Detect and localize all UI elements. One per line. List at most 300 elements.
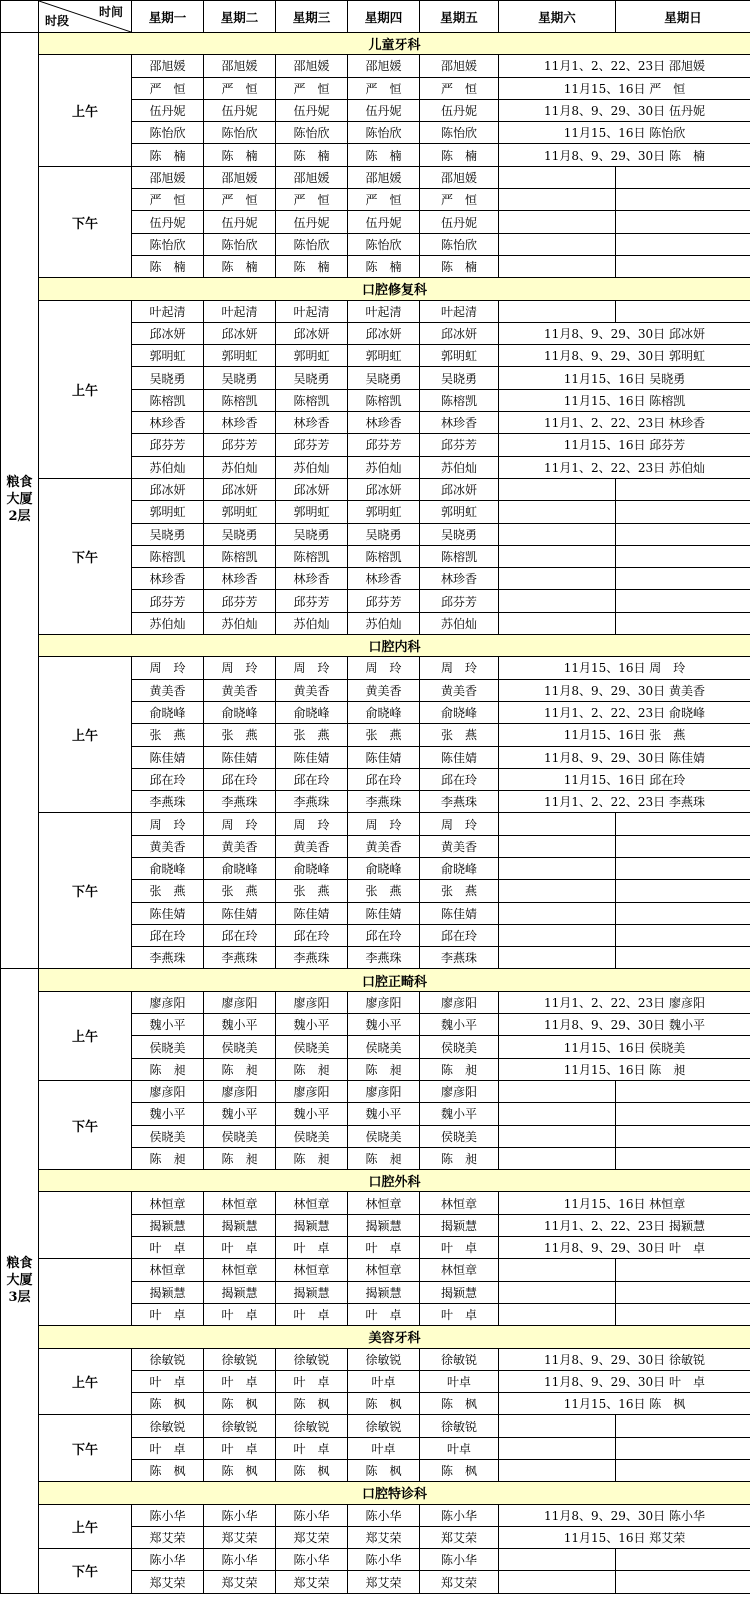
- weekday-doctor-cell: 周 玲: [348, 657, 420, 679]
- weekday-doctor-cell: 林恒章: [420, 1192, 499, 1214]
- sunday-empty-cell: [616, 835, 750, 857]
- weekend-schedule-cell: 11月8、9、29、30日 黄美香: [499, 679, 750, 701]
- weekday-doctor-cell: 俞晓峰: [204, 701, 276, 723]
- sunday-empty-cell: [616, 478, 750, 500]
- weekday-doctor-cell: 苏伯灿: [204, 612, 276, 634]
- doctor-row: [1, 478, 750, 500]
- saturday-empty-cell: [499, 1303, 616, 1325]
- weekday-doctor-cell: 陈 楠: [276, 144, 348, 166]
- weekday-doctor-cell: 叶卓: [420, 1370, 499, 1392]
- saturday-empty-cell: [499, 233, 616, 255]
- weekday-doctor-cell: 李燕珠: [276, 947, 348, 969]
- weekend-schedule-cell: 11月15、16日 陈 昶: [499, 1058, 750, 1080]
- weekday-doctor-cell: 陈 枫: [276, 1393, 348, 1415]
- weekday-doctor-cell: 廖彦阳: [132, 1080, 204, 1102]
- weekend-schedule-cell: 11月1、2、22、23日 李燕珠: [499, 791, 750, 813]
- sunday-empty-cell: [616, 590, 750, 612]
- saturday-empty-cell: [499, 612, 616, 634]
- period-label: 下午: [39, 166, 132, 277]
- weekday-doctor-cell: 张 燕: [276, 880, 348, 902]
- doctor-row: [1, 1192, 750, 1214]
- weekday-doctor-cell: 俞晓峰: [276, 701, 348, 723]
- weekday-doctor-cell: 陈榕凯: [348, 389, 420, 411]
- weekday-doctor-cell: 吴晓勇: [132, 523, 204, 545]
- weekday-doctor-cell: 周 玲: [204, 813, 276, 835]
- weekday-doctor-cell: 黄美香: [348, 835, 420, 857]
- floor-label: 粮食大厦2层: [1, 33, 39, 969]
- period-label: 上午: [39, 55, 132, 166]
- weekday-doctor-cell: 陈 昶: [276, 1147, 348, 1169]
- weekend-schedule-cell: 11月15、16日 陈榕凯: [499, 389, 750, 411]
- floor-label: 粮食大厦3层: [1, 969, 39, 1593]
- weekday-doctor-cell: 邱芬芳: [276, 590, 348, 612]
- weekday-doctor-cell: 吴晓勇: [276, 523, 348, 545]
- saturday-empty-cell: [499, 857, 616, 879]
- weekday-doctor-cell: 邱冰妍: [276, 478, 348, 500]
- weekday-doctor-cell: 陈 昶: [132, 1147, 204, 1169]
- period-label: 下午: [39, 478, 132, 634]
- weekday-doctor-cell: 苏伯灿: [348, 456, 420, 478]
- weekday-doctor-cell: 张 燕: [348, 724, 420, 746]
- period-label: 下午: [39, 1415, 132, 1482]
- weekday-doctor-cell: 伍丹妮: [420, 211, 499, 233]
- day-header: 星期三: [276, 1, 348, 33]
- saturday-empty-cell: [499, 947, 616, 969]
- weekday-doctor-cell: 郭明虹: [348, 345, 420, 367]
- sunday-empty-cell: [616, 1125, 750, 1147]
- weekday-doctor-cell: 林珍香: [276, 412, 348, 434]
- weekday-doctor-cell: 徐敏锐: [132, 1415, 204, 1437]
- weekday-doctor-cell: 林恒章: [348, 1259, 420, 1281]
- weekday-doctor-cell: 伍丹妮: [204, 211, 276, 233]
- sunday-empty-cell: [616, 300, 750, 322]
- weekday-doctor-cell: 陈 楠: [420, 144, 499, 166]
- weekday-doctor-cell: 叶 卓: [348, 1237, 420, 1259]
- weekday-doctor-cell: 郭明虹: [276, 345, 348, 367]
- weekday-doctor-cell: 陈 楠: [348, 144, 420, 166]
- weekday-doctor-cell: 徐敏锐: [348, 1415, 420, 1437]
- header-row: [1, 1, 750, 33]
- sunday-empty-cell: [616, 1437, 750, 1459]
- weekday-doctor-cell: 张 燕: [204, 880, 276, 902]
- weekday-doctor-cell: 黄美香: [132, 679, 204, 701]
- weekday-doctor-cell: 侯晓美: [204, 1036, 276, 1058]
- weekday-doctor-cell: 陈榕凯: [276, 545, 348, 567]
- weekday-doctor-cell: 吴晓勇: [132, 367, 204, 389]
- weekend-schedule-cell: 11月15、16日 邱在玲: [499, 768, 750, 790]
- weekday-doctor-cell: 陈怡欣: [276, 122, 348, 144]
- weekday-doctor-cell: 邱冰妍: [132, 322, 204, 344]
- weekday-doctor-cell: 陈佳婧: [276, 746, 348, 768]
- weekday-doctor-cell: 郭明虹: [132, 501, 204, 523]
- weekday-doctor-cell: 陈 枫: [132, 1460, 204, 1482]
- weekday-doctor-cell: 陈佳婧: [276, 902, 348, 924]
- weekday-doctor-cell: 伍丹妮: [132, 99, 204, 121]
- weekday-doctor-cell: 陈怡欣: [420, 122, 499, 144]
- weekday-doctor-cell: 陈 昶: [204, 1147, 276, 1169]
- weekday-doctor-cell: 邵旭媛: [132, 55, 204, 77]
- weekend-schedule-cell: 11月15、16日 林恒章: [499, 1192, 750, 1214]
- weekday-doctor-cell: 林恒章: [420, 1259, 499, 1281]
- weekday-doctor-cell: 陈 昶: [204, 1058, 276, 1080]
- weekday-doctor-cell: 郑艾荣: [132, 1526, 204, 1548]
- sunday-empty-cell: [616, 1147, 750, 1169]
- weekday-doctor-cell: 陈小华: [132, 1549, 204, 1571]
- weekday-doctor-cell: 叶 卓: [204, 1303, 276, 1325]
- weekday-doctor-cell: 侯晓美: [276, 1125, 348, 1147]
- weekday-doctor-cell: 叶卓: [348, 1437, 420, 1459]
- weekday-doctor-cell: 叶 卓: [204, 1437, 276, 1459]
- saturday-empty-cell: [499, 523, 616, 545]
- sunday-empty-cell: [616, 1549, 750, 1571]
- weekend-schedule-cell: 11月1、2、22、23日 林珍香: [499, 412, 750, 434]
- weekday-doctor-cell: 陈 枫: [420, 1393, 499, 1415]
- weekday-doctor-cell: 侯晓美: [132, 1036, 204, 1058]
- weekday-doctor-cell: 徐敏锐: [420, 1415, 499, 1437]
- weekday-doctor-cell: 陈小华: [420, 1549, 499, 1571]
- weekend-schedule-cell: 11月8、9、29、30日 魏小平: [499, 1014, 750, 1036]
- saturday-empty-cell: [499, 1103, 616, 1125]
- weekend-schedule-cell: 11月1、2、22、23日 俞晓峰: [499, 701, 750, 723]
- weekday-doctor-cell: 吴晓勇: [348, 367, 420, 389]
- weekday-doctor-cell: 俞晓峰: [276, 857, 348, 879]
- weekday-doctor-cell: 苏伯灿: [204, 456, 276, 478]
- weekday-doctor-cell: 叶起清: [420, 300, 499, 322]
- sunday-empty-cell: [616, 166, 750, 188]
- saturday-empty-cell: [499, 880, 616, 902]
- weekday-doctor-cell: 郑艾荣: [204, 1571, 276, 1593]
- weekday-doctor-cell: 叶 卓: [420, 1237, 499, 1259]
- weekday-doctor-cell: 严 恒: [348, 77, 420, 99]
- weekday-doctor-cell: 陈榕凯: [132, 389, 204, 411]
- weekday-doctor-cell: 陈怡欣: [204, 122, 276, 144]
- sunday-empty-cell: [616, 211, 750, 233]
- weekday-doctor-cell: 叶 卓: [132, 1303, 204, 1325]
- weekday-doctor-cell: 陈小华: [204, 1504, 276, 1526]
- weekday-doctor-cell: 严 恒: [276, 189, 348, 211]
- section-row: [1, 1170, 750, 1192]
- weekend-schedule-cell: 11月8、9、29、30日 陈 楠: [499, 144, 750, 166]
- weekday-doctor-cell: 黄美香: [132, 835, 204, 857]
- weekday-doctor-cell: 俞晓峰: [132, 701, 204, 723]
- weekday-doctor-cell: 周 玲: [132, 813, 204, 835]
- sunday-empty-cell: [616, 568, 750, 590]
- period-label: 上午: [39, 657, 132, 813]
- weekday-doctor-cell: 邱冰妍: [420, 322, 499, 344]
- weekday-doctor-cell: 陈小华: [276, 1504, 348, 1526]
- saturday-empty-cell: [499, 300, 616, 322]
- weekday-doctor-cell: 邱在玲: [420, 924, 499, 946]
- weekday-doctor-cell: 侯晓美: [276, 1036, 348, 1058]
- weekday-doctor-cell: 俞晓峰: [420, 857, 499, 879]
- sunday-empty-cell: [616, 545, 750, 567]
- weekday-doctor-cell: 邱冰妍: [204, 322, 276, 344]
- saturday-empty-cell: [499, 1259, 616, 1281]
- weekday-doctor-cell: 张 燕: [348, 880, 420, 902]
- weekday-doctor-cell: 叶 卓: [276, 1237, 348, 1259]
- schedule-body: [1, 1, 750, 1594]
- weekday-doctor-cell: 俞晓峰: [348, 701, 420, 723]
- sunday-empty-cell: [616, 924, 750, 946]
- weekday-doctor-cell: 周 玲: [348, 813, 420, 835]
- weekday-doctor-cell: 周 玲: [276, 657, 348, 679]
- weekday-doctor-cell: 陈小华: [132, 1504, 204, 1526]
- sunday-empty-cell: [616, 612, 750, 634]
- weekday-doctor-cell: 林珍香: [204, 568, 276, 590]
- sunday-empty-cell: [616, 233, 750, 255]
- weekday-doctor-cell: 黄美香: [276, 679, 348, 701]
- section-title: 口腔特诊科: [39, 1482, 750, 1504]
- weekday-doctor-cell: 黄美香: [204, 679, 276, 701]
- weekday-doctor-cell: 侯晓美: [420, 1125, 499, 1147]
- weekday-doctor-cell: 叶 卓: [132, 1370, 204, 1392]
- weekday-doctor-cell: 林恒章: [204, 1192, 276, 1214]
- weekday-doctor-cell: 苏伯灿: [348, 612, 420, 634]
- weekday-doctor-cell: 廖彦阳: [204, 991, 276, 1013]
- weekday-doctor-cell: 俞晓峰: [420, 701, 499, 723]
- weekday-doctor-cell: 魏小平: [420, 1103, 499, 1125]
- weekday-doctor-cell: 邱芬芳: [204, 590, 276, 612]
- weekday-doctor-cell: 林珍香: [348, 568, 420, 590]
- weekend-schedule-cell: 11月15、16日 严 恒: [499, 77, 750, 99]
- weekday-doctor-cell: 陈怡欣: [132, 122, 204, 144]
- weekend-schedule-cell: 11月8、9、29、30日 邱冰妍: [499, 322, 750, 344]
- weekday-doctor-cell: 陈 楠: [132, 144, 204, 166]
- weekday-doctor-cell: 陈榕凯: [204, 389, 276, 411]
- weekday-doctor-cell: 叶起清: [348, 300, 420, 322]
- period-label: [39, 1192, 132, 1259]
- doctor-row: [1, 1415, 750, 1437]
- saturday-empty-cell: [499, 924, 616, 946]
- weekday-doctor-cell: 俞晓峰: [348, 857, 420, 879]
- weekday-doctor-cell: 邵旭媛: [204, 55, 276, 77]
- day-header: 星期一: [132, 1, 204, 33]
- period-label: 下午: [39, 1549, 132, 1594]
- sunday-empty-cell: [616, 947, 750, 969]
- weekday-doctor-cell: 邱在玲: [204, 924, 276, 946]
- weekday-doctor-cell: 林恒章: [276, 1192, 348, 1214]
- section-title: 美容牙科: [39, 1326, 750, 1348]
- weekday-doctor-cell: 李燕珠: [348, 791, 420, 813]
- weekday-doctor-cell: 伍丹妮: [204, 99, 276, 121]
- weekday-doctor-cell: 严 恒: [204, 189, 276, 211]
- sunday-empty-cell: [616, 880, 750, 902]
- weekday-doctor-cell: 俞晓峰: [204, 857, 276, 879]
- weekday-doctor-cell: 叶起清: [276, 300, 348, 322]
- weekday-doctor-cell: 李燕珠: [132, 791, 204, 813]
- weekday-doctor-cell: 叶 卓: [276, 1370, 348, 1392]
- weekend-schedule-cell: 11月1、2、22、23日 邵旭媛: [499, 55, 750, 77]
- weekday-doctor-cell: 郑艾荣: [276, 1526, 348, 1548]
- saturday-empty-cell: [499, 1281, 616, 1303]
- section-title: 口腔外科: [39, 1170, 750, 1192]
- day-header: 星期四: [348, 1, 420, 33]
- saturday-empty-cell: [499, 1571, 616, 1593]
- weekday-doctor-cell: 揭颖慧: [420, 1214, 499, 1236]
- weekday-doctor-cell: 李燕珠: [348, 947, 420, 969]
- weekday-doctor-cell: 邱冰妍: [420, 478, 499, 500]
- corner-empty: [1, 1, 39, 33]
- weekday-doctor-cell: 陈怡欣: [348, 122, 420, 144]
- weekday-doctor-cell: 吴晓勇: [276, 367, 348, 389]
- weekday-doctor-cell: 吴晓勇: [420, 523, 499, 545]
- weekday-doctor-cell: 徐敏锐: [276, 1348, 348, 1370]
- weekday-doctor-cell: 严 恒: [348, 189, 420, 211]
- corner-cell: [39, 1, 132, 33]
- weekday-doctor-cell: 廖彦阳: [420, 991, 499, 1013]
- weekday-doctor-cell: 魏小平: [348, 1103, 420, 1125]
- weekday-doctor-cell: 揭颖慧: [132, 1281, 204, 1303]
- period-label: 上午: [39, 991, 132, 1080]
- weekday-doctor-cell: 邱冰妍: [132, 478, 204, 500]
- weekday-doctor-cell: 邵旭媛: [276, 55, 348, 77]
- weekday-doctor-cell: 陈 枫: [420, 1460, 499, 1482]
- weekday-doctor-cell: 林恒章: [204, 1259, 276, 1281]
- saturday-empty-cell: [499, 501, 616, 523]
- period-label: 上午: [39, 300, 132, 478]
- sunday-empty-cell: [616, 501, 750, 523]
- weekday-doctor-cell: 邱在玲: [132, 924, 204, 946]
- weekday-doctor-cell: 陈 楠: [420, 255, 499, 277]
- weekday-doctor-cell: 周 玲: [420, 813, 499, 835]
- weekday-doctor-cell: 林珍香: [204, 412, 276, 434]
- weekday-doctor-cell: 黄美香: [348, 679, 420, 701]
- weekday-doctor-cell: 林珍香: [132, 412, 204, 434]
- weekday-doctor-cell: 陈 昶: [420, 1147, 499, 1169]
- section-row: [1, 969, 750, 991]
- weekday-doctor-cell: 郑艾荣: [420, 1526, 499, 1548]
- doctor-row: [1, 1080, 750, 1102]
- weekday-doctor-cell: 林珍香: [276, 568, 348, 590]
- weekday-doctor-cell: 周 玲: [276, 813, 348, 835]
- weekday-doctor-cell: 揭颖慧: [420, 1281, 499, 1303]
- weekday-doctor-cell: 张 燕: [132, 724, 204, 746]
- weekday-doctor-cell: 魏小平: [132, 1103, 204, 1125]
- weekday-doctor-cell: 叶 卓: [132, 1437, 204, 1459]
- weekend-schedule-cell: 11月8、9、29、30日 叶 卓: [499, 1370, 750, 1392]
- weekday-doctor-cell: 张 燕: [204, 724, 276, 746]
- weekday-doctor-cell: 叶 卓: [276, 1303, 348, 1325]
- weekday-doctor-cell: 邵旭媛: [348, 55, 420, 77]
- saturday-empty-cell: [499, 189, 616, 211]
- weekday-doctor-cell: 李燕珠: [276, 791, 348, 813]
- weekday-doctor-cell: 邱芬芳: [204, 434, 276, 456]
- sunday-empty-cell: [616, 813, 750, 835]
- weekday-doctor-cell: 伍丹妮: [348, 211, 420, 233]
- weekday-doctor-cell: 廖彦阳: [420, 1080, 499, 1102]
- day-header: 星期六: [499, 1, 616, 33]
- weekday-doctor-cell: 陈小华: [420, 1504, 499, 1526]
- weekend-schedule-cell: 11月8、9、29、30日 陈佳婧: [499, 746, 750, 768]
- period-label: 上午: [39, 1348, 132, 1415]
- weekday-doctor-cell: 邵旭媛: [420, 166, 499, 188]
- weekday-doctor-cell: 周 玲: [204, 657, 276, 679]
- weekday-doctor-cell: 陈 楠: [204, 144, 276, 166]
- weekday-doctor-cell: 黄美香: [420, 679, 499, 701]
- weekday-doctor-cell: 陈怡欣: [276, 233, 348, 255]
- weekend-schedule-cell: 11月15、16日 张 燕: [499, 724, 750, 746]
- weekday-doctor-cell: 徐敏锐: [348, 1348, 420, 1370]
- weekday-doctor-cell: 苏伯灿: [276, 612, 348, 634]
- weekday-doctor-cell: 陈 昶: [132, 1058, 204, 1080]
- weekday-doctor-cell: 叶 卓: [132, 1237, 204, 1259]
- weekday-doctor-cell: 侯晓美: [420, 1036, 499, 1058]
- sunday-empty-cell: [616, 523, 750, 545]
- weekday-doctor-cell: 郑艾荣: [276, 1571, 348, 1593]
- weekday-doctor-cell: 廖彦阳: [348, 1080, 420, 1102]
- weekday-doctor-cell: 邱芬芳: [420, 590, 499, 612]
- weekday-doctor-cell: 吴晓勇: [204, 367, 276, 389]
- sunday-empty-cell: [616, 255, 750, 277]
- weekday-doctor-cell: 李燕珠: [420, 947, 499, 969]
- weekday-doctor-cell: 徐敏锐: [204, 1415, 276, 1437]
- doctor-row: [1, 1504, 750, 1526]
- section-title: 口腔内科: [39, 635, 750, 657]
- weekday-doctor-cell: 严 恒: [420, 189, 499, 211]
- weekday-doctor-cell: 邱芬芳: [348, 590, 420, 612]
- saturday-empty-cell: [499, 255, 616, 277]
- weekday-doctor-cell: 魏小平: [276, 1103, 348, 1125]
- saturday-empty-cell: [499, 1147, 616, 1169]
- corner-period-label: 时段: [45, 14, 70, 28]
- saturday-empty-cell: [499, 1415, 616, 1437]
- weekday-doctor-cell: 吴晓勇: [420, 367, 499, 389]
- weekday-doctor-cell: 魏小平: [276, 1014, 348, 1036]
- weekend-schedule-cell: 11月1、2、22、23日 苏伯灿: [499, 456, 750, 478]
- sunday-empty-cell: [616, 189, 750, 211]
- weekday-doctor-cell: 郑艾荣: [348, 1571, 420, 1593]
- doctor-row: [1, 813, 750, 835]
- weekday-doctor-cell: 邱芬芳: [420, 434, 499, 456]
- weekday-doctor-cell: 叶 卓: [204, 1237, 276, 1259]
- weekday-doctor-cell: 廖彦阳: [348, 991, 420, 1013]
- weekday-doctor-cell: 林珍香: [348, 412, 420, 434]
- weekend-schedule-cell: 11月8、9、29、30日 伍丹妮: [499, 99, 750, 121]
- weekday-doctor-cell: 郑艾荣: [204, 1526, 276, 1548]
- weekday-doctor-cell: 叶 卓: [348, 1303, 420, 1325]
- weekday-doctor-cell: 揭颖慧: [204, 1281, 276, 1303]
- period-label: 下午: [39, 1080, 132, 1169]
- sunday-empty-cell: [616, 1571, 750, 1593]
- weekday-doctor-cell: 叶 卓: [276, 1437, 348, 1459]
- weekday-doctor-cell: 陈 楠: [276, 255, 348, 277]
- sunday-empty-cell: [616, 902, 750, 924]
- weekday-doctor-cell: 邱在玲: [420, 768, 499, 790]
- weekday-doctor-cell: 陈怡欣: [348, 233, 420, 255]
- weekday-doctor-cell: 李燕珠: [204, 947, 276, 969]
- saturday-empty-cell: [499, 568, 616, 590]
- weekday-doctor-cell: 陈 枫: [348, 1460, 420, 1482]
- weekday-doctor-cell: 李燕珠: [132, 947, 204, 969]
- weekday-doctor-cell: 魏小平: [204, 1014, 276, 1036]
- weekend-schedule-cell: 11月15、16日 吴晓勇: [499, 367, 750, 389]
- weekday-doctor-cell: 陈 枫: [132, 1393, 204, 1415]
- weekday-doctor-cell: 陈榕凯: [132, 545, 204, 567]
- weekday-doctor-cell: 陈小华: [348, 1504, 420, 1526]
- weekday-doctor-cell: 陈榕凯: [276, 389, 348, 411]
- weekend-schedule-cell: 11月15、16日 郑艾荣: [499, 1526, 750, 1548]
- saturday-empty-cell: [499, 1549, 616, 1571]
- weekday-doctor-cell: 陈怡欣: [204, 233, 276, 255]
- weekday-doctor-cell: 陈佳婧: [204, 746, 276, 768]
- sunday-empty-cell: [616, 1103, 750, 1125]
- weekend-schedule-cell: 11月15、16日 陈怡欣: [499, 122, 750, 144]
- day-header: 星期二: [204, 1, 276, 33]
- weekday-doctor-cell: 邵旭媛: [420, 55, 499, 77]
- weekday-doctor-cell: 严 恒: [420, 77, 499, 99]
- weekday-doctor-cell: 陈怡欣: [132, 233, 204, 255]
- weekday-doctor-cell: 林恒章: [276, 1259, 348, 1281]
